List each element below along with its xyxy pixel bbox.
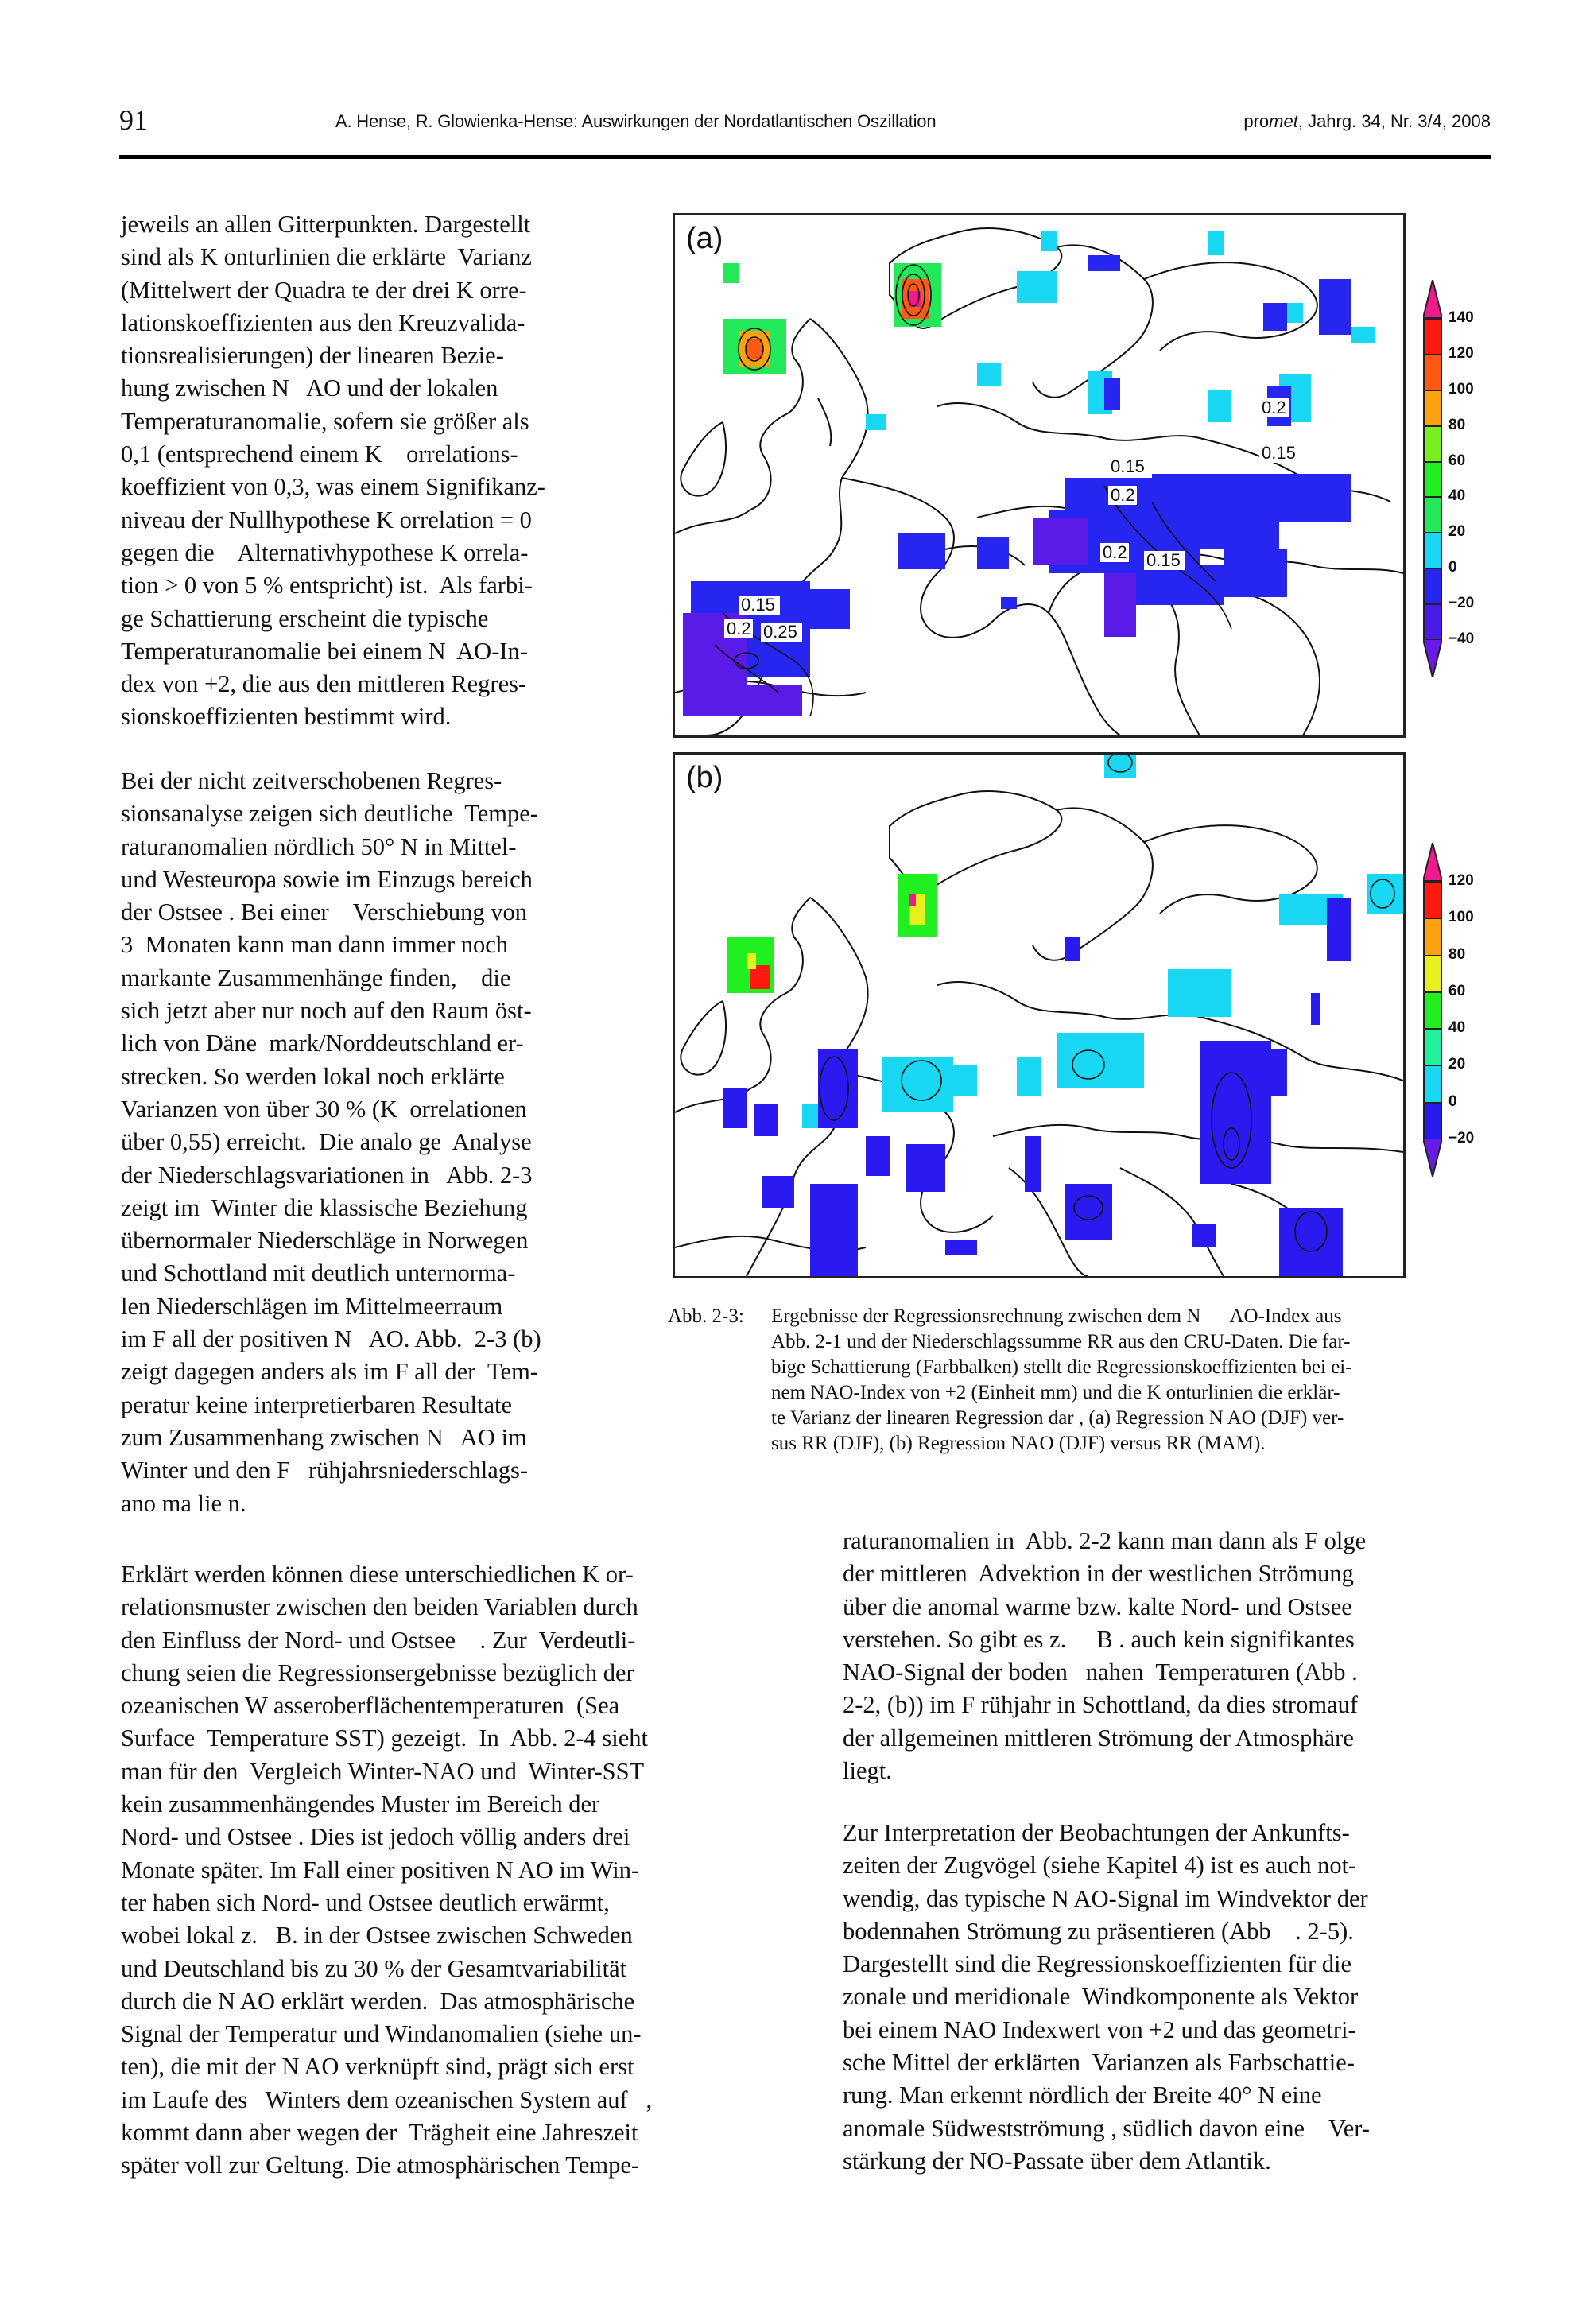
text-line: wendig, das typische N AO-Signal im Windvektor der [843,1884,1368,1912]
text-line: sind als K onturlinien die erklärte Varianz [121,243,532,271]
paragraph [121,765,630,1520]
paragraph [121,208,630,734]
figure-panel-a [673,213,1406,738]
shading-positive [723,263,941,374]
text-line: durch die N AO erklärt werden. Das atmosphärische [121,1987,635,2015]
colorbar-segment [1423,318,1442,355]
colorbar-tick-label: 20 [1448,523,1466,541]
colorbar-tick-label: 60 [1448,452,1466,469]
paragraph [121,1558,781,2182]
shading-negative [691,255,1351,677]
colorbar-segment [1423,354,1442,391]
contour-label: 0.15 [741,595,775,615]
shading-positive [727,874,937,993]
text-line: der Niederschlagsvariationen in Abb. 2-3 [121,1161,533,1189]
text-line: jeweils an allen Gitterpunkten. Dargestellt [121,211,531,238]
figure-panel-b [673,752,1406,1278]
text-line: zeigt dagegen anders als im F all der Tem- [121,1358,538,1386]
text-line: zeigt im Winter die klassische Beziehung [121,1193,528,1221]
left-column-paragraph-1 [121,208,630,734]
colorbar-tick-label: 60 [1448,982,1466,999]
colorbar-tick-label: 80 [1448,416,1466,433]
left-column-paragraph-2 [121,765,630,1520]
text-line: den Einfluss der Nord- und Ostsee . Zur Verdeutli- [121,1626,636,1654]
colorbar-tick-label: 120 [1448,872,1474,889]
text-line: rung. Man erkennt nördlich der Breite 40° N eine [843,2082,1322,2109]
text-line: ge Schattierung erscheint die typische [121,604,489,632]
bottom-right-paragraph-2 [843,1817,1503,2178]
header-rule [119,155,1491,159]
text-line: Zur Interpretation der Beobachtungen der Ankunfts- [843,1819,1350,1846]
colorbar-b [1423,843,1495,1177]
bottom-left-paragraph [121,1558,781,2182]
text-line: bodennahen Strömung zu präsentieren (Abb . 2-5). [843,1917,1354,1945]
text-line: liegt. [843,1757,892,1785]
colorbar-tick-label: 40 [1448,487,1466,505]
colorbar-tick-label: 80 [1448,945,1466,963]
colorbar-top-arrow [1423,843,1442,881]
colorbar-tick-label: −40 [1448,630,1475,647]
text-line: der allgemeinen mittleren Strömung der Atmosphäre [843,1724,1354,1752]
text-line: anomale Südwestströmung , südlich davon eine Ver- [843,2114,1370,2142]
colorbar-bottom-arrow [1423,639,1442,677]
text-line: ano ma lie n. [121,1489,246,1517]
text-line: NAO-Signal der boden nahen Temperaturen (Abb . [843,1659,1358,1686]
text-line: lationskoeffizienten aus den Kreuzvalida- [121,308,525,336]
text-line: markante Zusammenhänge finden, die [121,964,511,991]
text-line: Nord- und Ostsee . Dies ist jedoch völlig anders drei [121,1823,630,1851]
map-europe-b [675,755,1403,1276]
contour-label: 0.25 [763,622,797,642]
text-line: Surface Temperature SST) gezeigt. In Abb. 2-4 sieht [121,1725,649,1752]
text-line: Signal der Temperatur und Windanomalien (siehe un- [121,2020,642,2048]
text-line: gegen die Alternativhypothese K orrela- [121,538,529,566]
contour-label: 0.2 [1262,398,1286,417]
colorbar-segment [1423,603,1442,641]
text-line: chung seien die Regressionsergebnisse bezüglich der [121,1659,634,1686]
colorbar-tick-label: 0 [1448,1092,1457,1110]
text-line: zeiten der Zugvögel (siehe Kapitel 4) ist es auch not- [843,1852,1357,1880]
text-line: lich von Däne mark/Norddeutschland er- [121,1030,524,1057]
text-line: Winter und den F rühjahrsniederschlags- [121,1457,529,1484]
text-line: sionskoeffizienten bestimmt wird. [121,703,452,731]
text-line: Erklärt werden können diese unterschiedlichen K or- [121,1561,634,1588]
contour-label: 0.2 [1111,485,1135,505]
colorbar-segment [1423,918,1442,956]
text-line: der Ostsee . Bei einer Verschiebung von [121,898,528,926]
text-line: wobei lokal z. B. in der Ostsee zwischen Schweden [121,1922,633,1950]
colorbar-segment [1423,496,1442,533]
text-line: 2-2, (b)) im F rühjahr in Schottland, da dies stromauf [843,1691,1359,1719]
text-line: kommt dann aber wegen der Trägheit eine Jahreszeit [121,2119,638,2147]
text-line: nem NAO-Index von +2 (Einheit mm) und die K onturlinien die erklär- [771,1382,1340,1403]
text-line: strecken. So werden lokal noch erklärte [121,1062,505,1090]
text-line: sionsanalyse zeigen sich deutliche Tempe- [121,800,538,828]
text-line: im F all der positiven N AO. Abb. 2-3 (b) [121,1325,541,1353]
text-line: sche Mittel der erklärten Varianzen als Farbschattie- [843,2049,1355,2077]
text-line: verstehen. So gibt es z. B . auch kein signifikantes [843,1625,1355,1653]
text-line: übernormaler Niederschläge in Norwegen [121,1227,529,1255]
map-europe-a [675,215,1403,735]
colorbar-segment [1423,881,1442,919]
text-line: sich jetzt aber nur noch auf den Raum öst- [121,997,532,1025]
contour-label: 0.15 [1111,456,1145,476]
text-line: man für den Vergleich Winter-NAO und Winter-SST [121,1757,645,1785]
text-line: tion > 0 von 5 % entspricht) ist. Als farbi- [121,572,533,599]
text-line: später voll zur Geltung. Die atmosphärischen Tempe- [121,2151,640,2179]
text-line: Dargestellt sind die Regressionskoeffizienten für die [843,1950,1352,1978]
contour-label: 0.15 [1262,443,1296,463]
journal-suffix: , Jahrg. 34, Nr. 3/4, 2008 [1297,111,1491,131]
running-header [119,103,1491,151]
colorbar-segment [1423,1028,1442,1066]
text-line: bei einem NAO Indexwert von +2 und das geometri- [843,2016,1356,2043]
journal-prefix: pro [1243,111,1270,131]
text-line: im Laufe des Winters dem ozeanischen System auf , [121,2085,653,2113]
contour-label: 0.2 [727,619,751,638]
colorbar-tick-label: 100 [1448,380,1474,398]
text-line: koeffizient von 0,3, was einem Signifikanz- [121,473,545,501]
bottom-right-paragraph-1 [843,1525,1503,1787]
contour-label: 0.2 [1103,542,1127,562]
text-line: über 0,55) erreicht. Die analo ge Analyse [121,1128,532,1156]
text-line: zonale und meridionale Windkomponente als Vektor [843,1983,1359,2011]
colorbar-top-arrow [1423,280,1442,318]
colorbar-a [1423,280,1495,677]
text-line: relationsmuster zwischen den beiden Variablen durch [121,1593,638,1621]
colorbar-segment [1423,1102,1442,1140]
text-line: der mittleren Advektion in der westlichen Strömung [843,1560,1354,1588]
panel-label-b: (b) [686,761,723,794]
text-line: Varianzen von über 30 % (K orrelationen [121,1095,527,1123]
text-line: stärkung der NO-Passate über dem Atlantik. [843,2147,1271,2175]
caption-label: Abb. 2-3: [668,1306,744,1327]
colorbar-tick-label: 20 [1448,1056,1466,1073]
colorbar-tick-label: 100 [1448,909,1474,926]
text-line: dex von +2, die aus den mittleren Regres- [121,670,527,698]
paragraph [843,1817,1503,2178]
colorbar-bottom-arrow [1423,1139,1442,1177]
text-line: Monate später. Im Fall einer positiven N AO im Win- [121,1856,640,1884]
running-title: A. Hense, R. Glowienka-Hense: Auswirkungen der Nordatlantischen Oszillation [335,111,937,131]
colorbar-segment [1423,532,1442,569]
text-line: Temperaturanomalie, sofern sie größer als [121,407,529,435]
text-line: Bei der nicht zeitverschobenen Regres- [121,767,502,794]
text-line: und Westeuropa sowie im Einzugs bereich [121,865,533,893]
paragraph [843,1525,1503,1787]
text-line: bige Schattierung (Farbbalken) stellt die Regressionskoeffizienten bei ei- [771,1356,1352,1378]
contour-label: 0.15 [1146,550,1181,570]
text-line: tionsrealisierungen) der linearen Bezie- [121,342,504,370]
colorbar-tick-label: −20 [1448,595,1475,612]
text-line: über die anomal warme bzw. kalte Nord- und Ostsee [843,1593,1352,1620]
text-line: Ergebnisse der Regressionsrechnung zwischen dem N AO-Index aus [771,1306,1342,1327]
text-line: Abb. 2-1 und der Niederschlagssumme RR aus den CRU-Daten. Die far- [771,1331,1351,1352]
text-line: niveau der Nullhypothese K orrelation = 0 [121,506,532,533]
colorbar-tick-label: 120 [1448,344,1474,362]
text-line: sus RR (DJF), (b) Regression NAO (DJF) versus RR (MAM). [771,1433,1266,1454]
text-line: Temperaturanomalie bei einem N AO-In- [121,637,528,665]
text-line: und Deutschland bis zu 30 % der Gesamtvariabilität [121,1954,627,1982]
text-line: te Varianz der linearen Regression dar , (a) Regression N AO (DJF) ver- [771,1407,1344,1429]
journal-citation [1243,111,1491,132]
colorbar-tick-label: 0 [1448,559,1457,576]
colorbar-segment [1423,1065,1442,1103]
text-line: len Niederschlägen im Mittelmeerraum [121,1292,503,1320]
text-line: zum Zusammenhang zwischen N AO im [121,1423,527,1451]
colorbar-tick-label: 140 [1448,309,1474,326]
text-line: raturanomalien nördlich 50° N in Mittel- [121,832,517,860]
text-line: 3 Monaten kann man dann immer noch [121,931,509,959]
text-line: ter haben sich Nord- und Ostsee deutlich erwärmt, [121,1888,610,1916]
caption-text [771,1304,1495,1457]
colorbar-segment [1423,390,1442,427]
colorbar-segment [1423,568,1442,605]
text-line: ten), die mit der N AO verknüpft sind, prägt sich erst [121,2053,634,2081]
colorbar-segment [1423,991,1442,1030]
text-line: und Schottland mit deutlich unternorma- [121,1259,516,1287]
text-line: hung zwischen N AO und der lokalen [121,374,498,402]
page-number: 91 [119,104,148,136]
text-line: raturanomalien in Abb. 2-2 kann man dann als F olge [843,1527,1367,1554]
text-line: 0,1 (entsprechend einem K orrelations- [121,440,518,468]
colorbar-segment [1423,955,1442,993]
text-line: ozeanischen W asseroberflächentemperaturen (Sea [121,1692,620,1720]
text-line: (Mittelwert der Quadra te der drei K orre- [121,276,527,304]
colorbar-tick-label: 40 [1448,1019,1466,1037]
text-line: kein zusammenhängendes Muster im Bereich der [121,1791,600,1818]
journal-italic: met [1269,111,1298,131]
colorbar-segment [1423,461,1442,499]
colorbar-segment [1423,425,1442,463]
panel-label-a: (a) [686,222,723,255]
colorbar-tick-label: −20 [1448,1130,1475,1146]
text-line: peratur keine interpretierbaren Resultate [121,1391,512,1418]
